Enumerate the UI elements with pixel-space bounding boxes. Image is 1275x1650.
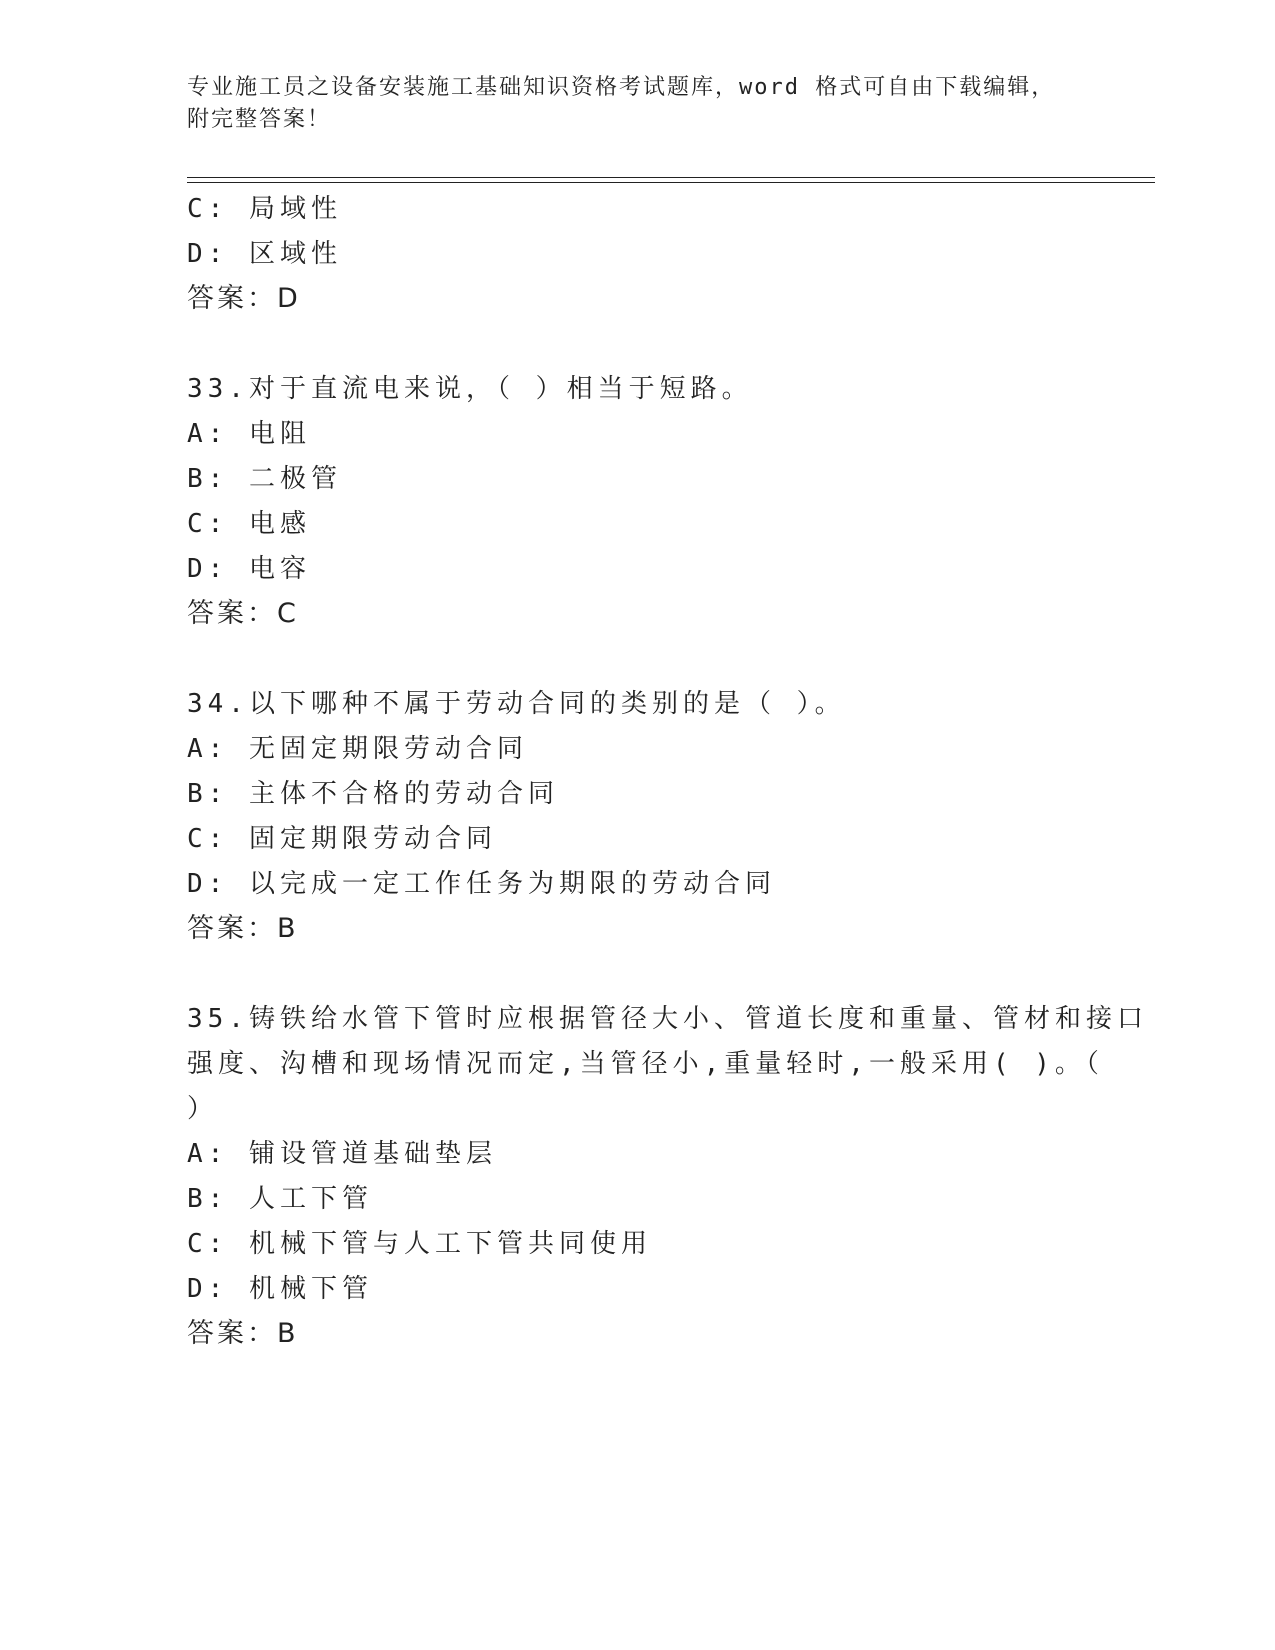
q34-option-b: B: 主体不合格的劳动合同 [187, 779, 559, 809]
header-line-1: 专业施工员之设备安装施工基础知识资格考试题库，word 格式可自由下载编辑， [187, 75, 1056, 100]
q33-answer: 答案：C [187, 598, 299, 629]
q35-answer: 答案：B [187, 1318, 299, 1349]
q32-answer: 答案：D [187, 283, 301, 314]
header-divider-bottom [187, 182, 1155, 183]
q34-stem: 34.以下哪种不属于劳动合同的类别的是（ ）。 [187, 689, 846, 719]
q34-option-a: A: 无固定期限劳动合同 [187, 734, 528, 764]
q33-stem: 33.对于直流电来说，（ ）相当于短路。 [187, 374, 753, 404]
q33-option-b: B: 二极管 [187, 464, 342, 494]
q35-option-d: D: 机械下管 [187, 1274, 373, 1304]
q35-option-b: B: 人工下管 [187, 1184, 373, 1214]
document-header [187, 72, 1067, 136]
q35-option-a: A: 铺设管道基础垫层 [187, 1139, 497, 1169]
q32-option-d: D: 区域性 [187, 239, 342, 269]
q34-option-d: D: 以完成一定工作任务为期限的劳动合同 [187, 869, 776, 899]
header-divider-top [187, 177, 1155, 178]
header-line-2: 附完整答案！ [187, 107, 332, 132]
q32-option-c: C: 局域性 [187, 194, 342, 224]
q34-answer: 答案：B [187, 913, 299, 944]
q34-option-c: C: 固定期限劳动合同 [187, 824, 497, 854]
q35-stem-line-2: 强度、沟槽和现场情况而定,当管径小,重量轻时,一般采用( )。（ [187, 1049, 1104, 1079]
q33-option-d: D: 电容 [187, 554, 311, 584]
q35-option-c: C: 机械下管与人工下管共同使用 [187, 1229, 652, 1259]
q33-option-c: C: 电感 [187, 509, 311, 539]
q35-stem-line-3: ） [187, 1094, 219, 1124]
q35-stem-line-1: 35.铸铁给水管下管时应根据管径大小、管道长度和重量、管材和接口 [187, 1004, 1148, 1034]
q33-option-a: A: 电阻 [187, 419, 311, 449]
